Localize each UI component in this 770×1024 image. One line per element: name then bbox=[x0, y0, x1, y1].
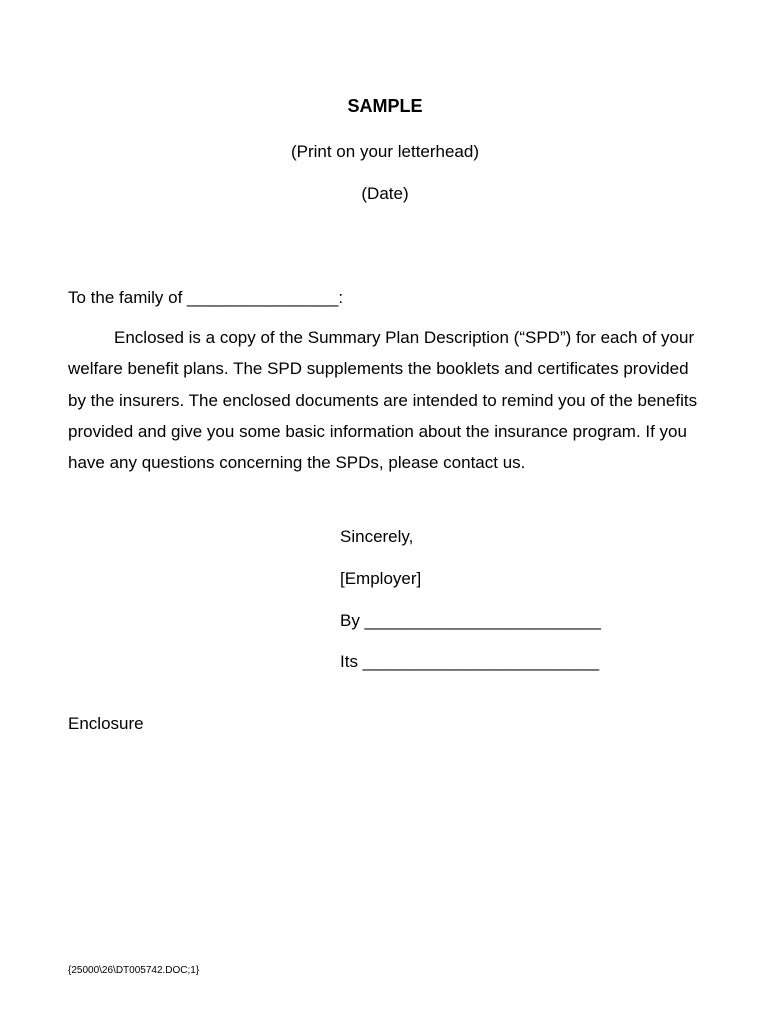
signature-its-line: Its _________________________ bbox=[340, 652, 600, 671]
date-placeholder: (Date) bbox=[361, 184, 409, 203]
signature-by-line: By _________________________ bbox=[340, 611, 601, 630]
closing: Sincerely, bbox=[340, 527, 414, 546]
document-reference: {25000\26\DT005742.DOC;1} bbox=[68, 965, 200, 976]
document-title: SAMPLE bbox=[347, 96, 423, 116]
salutation: To the family of ________________: bbox=[68, 288, 344, 307]
letterhead-instruction: (Print on your letterhead) bbox=[290, 142, 480, 161]
employer-name: [Employer] bbox=[340, 569, 422, 588]
enclosure-notation: Enclosure bbox=[68, 714, 144, 733]
body-paragraph: Enclosed is a copy of the Summary Plan Description (“SPD”) for each of your welfare benefit plans. The SPD supplements the booklets and certificates provided by the insurers. The enclosed documents are intended to remind you of the benefits provided and give you some basic information about the insurance program. If you have any questions concerning the SPDs, please contact us. bbox=[68, 328, 698, 473]
